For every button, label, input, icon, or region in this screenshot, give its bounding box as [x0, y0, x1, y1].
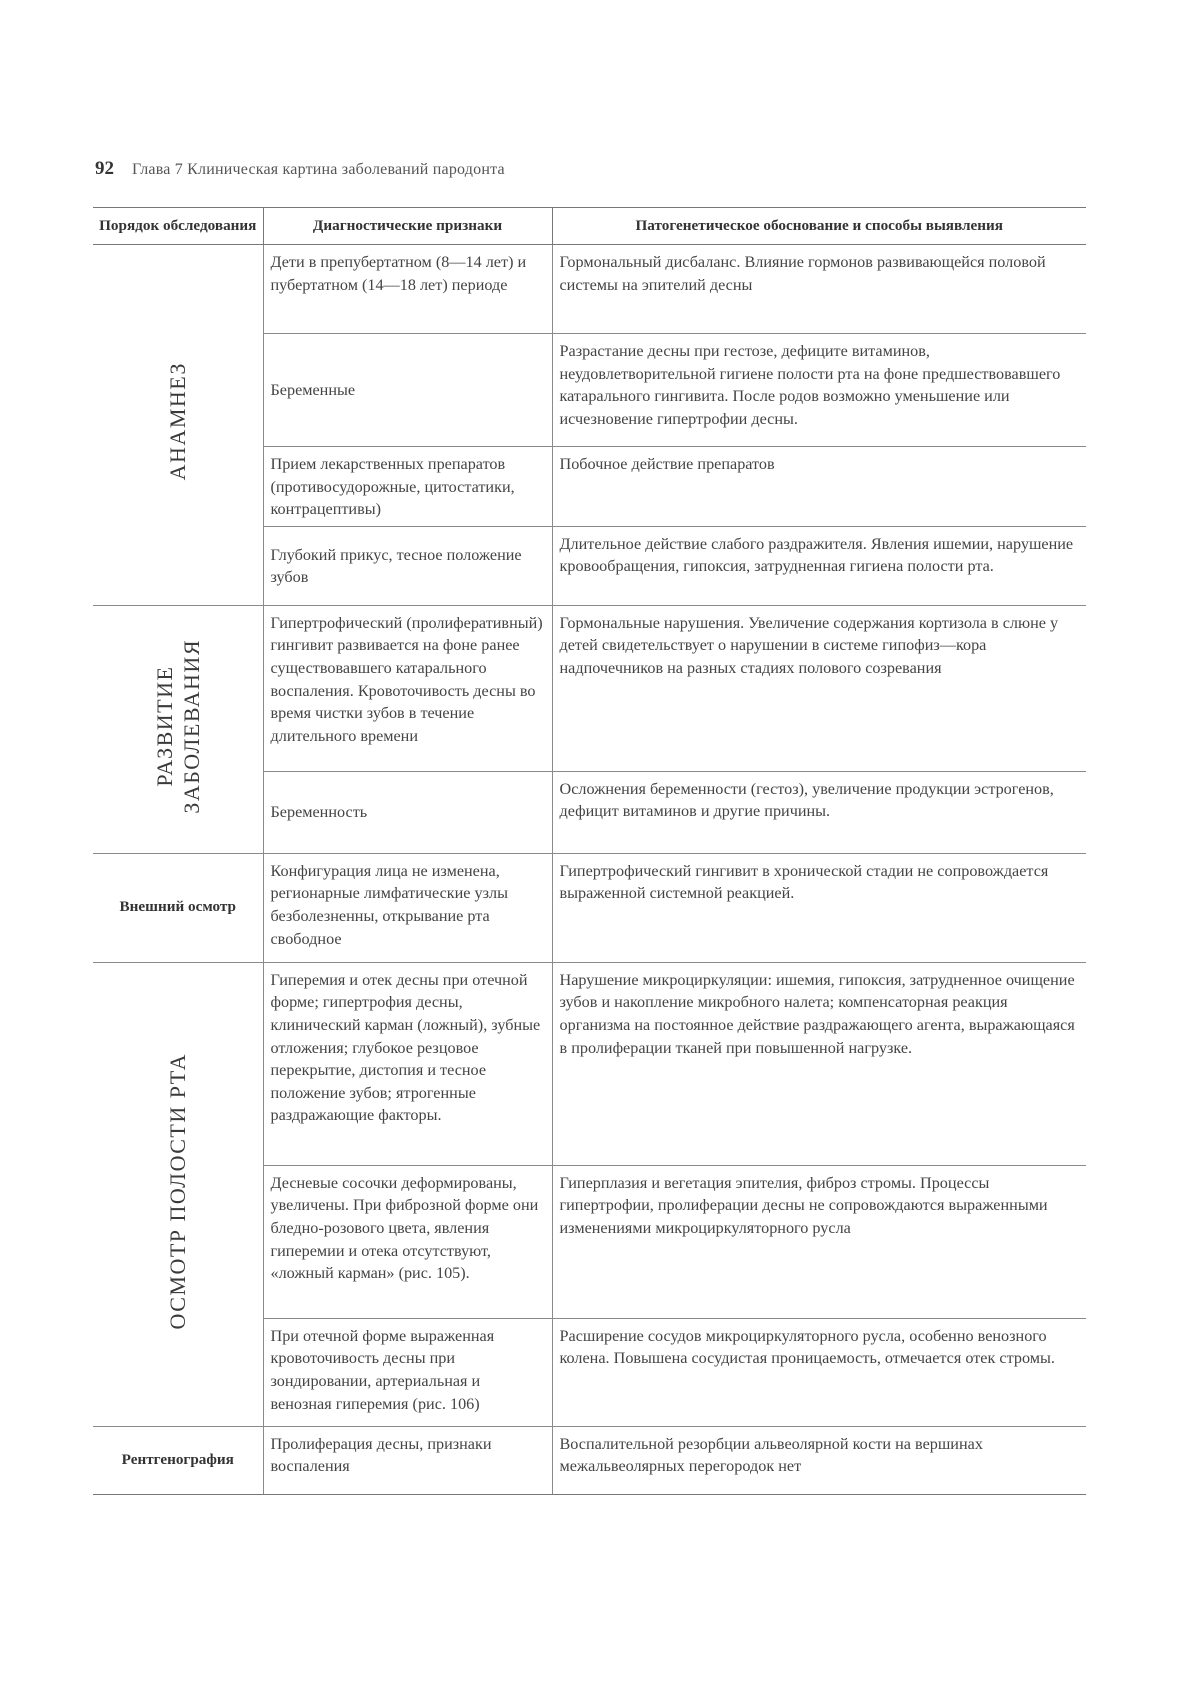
- basis-cell: Расширение сосудов микроциркуляторного русла, особенно венозного колена. Повышена сосудистая проницаемость, отмечается отек стромы.: [552, 1318, 1086, 1426]
- column-header-basis: Патогенетическое обоснование и способы выявления: [552, 208, 1086, 245]
- basis-cell: Гормональные нарушения. Увеличение содержания кортизола в слюне у детей свидетельствует о нарушении в системе гипофиз—кора надпочечников на разных стадиях полового созревания: [552, 605, 1086, 771]
- table-row: [93, 962, 1086, 1165]
- column-header-order: Порядок обследования: [93, 208, 263, 245]
- basis-cell: Длительное действие слабого раздражителя. Явления ишемии, нарушение кровообращения, гипоксия, затрудненная гигиена полости рта.: [552, 526, 1086, 605]
- section-osmotr: [93, 962, 263, 1426]
- basis-cell: Побочное действие препаратов: [552, 447, 1086, 527]
- sign-cell: Десневые сосочки деформированы, увеличены. При фиброзной форме они бледно-розового цвета, явления гиперемии и отека отсутствуют, «ложный карман» (рис. 105).: [263, 1165, 552, 1318]
- sign-cell: При отечной форме выраженная кровоточивость десны при зондировании, артериальная и венозная гиперемия (рис. 106): [263, 1318, 552, 1426]
- section-label-anamnez: АНАМНЕЗ: [165, 362, 191, 481]
- section-razvitie: [93, 605, 263, 853]
- basis-cell: Гипертрофический гингивит в хронической стадии не сопровождается выраженной системной реакцией.: [552, 853, 1086, 962]
- page-header: [95, 158, 505, 180]
- sign-cell: Гипертрофический (пролиферативный) гингивит развивается на фоне ранее существовавшего катарального воспаления. Кровоточивость десны во время чистки зубов в течение длительного времени: [263, 605, 552, 771]
- basis-cell: Гормональный дисбаланс. Влияние гормонов развивающейся половой системы на эпителий десны: [552, 245, 1086, 334]
- sign-cell: Прием лекарственных препаратов (противосудорожные, цитостатики, контрацептивы): [263, 447, 552, 527]
- page-number: 92: [95, 158, 114, 179]
- section-label-razvitie: РАЗВИТИЕ ЗАБОЛЕВАНИЯ: [151, 638, 204, 814]
- table-row: [93, 1426, 1086, 1494]
- table-header-row: [93, 208, 1086, 245]
- basis-cell: Гиперплазия и вегетация эпителия, фиброз стромы. Процессы гипертрофии, пролиферации десны не сопровождаются выраженными изменениями микроциркуляторного русла: [552, 1165, 1086, 1318]
- sign-cell: Дети в препубертатном (8—14 лет) и пубертатном (14—18 лет) периоде: [263, 245, 552, 334]
- sign-cell: Беременные: [263, 334, 552, 447]
- table-row: [93, 605, 1086, 771]
- column-header-signs: Диагностические признаки: [263, 208, 552, 245]
- basis-cell: Осложнения беременности (гестоз), увеличение продукции эстрогенов, дефицит витаминов и другие причины.: [552, 771, 1086, 853]
- section-vneshniy-osmotr: Внешний осмотр: [93, 853, 263, 962]
- sign-cell: Гиперемия и отек десны при отечной форме; гипертрофия десны, клинический карман (ложный), зубные отложения; глубокое резцовое перекрытие, дистопия и тесное положение зубов; ятрогенные раздражающие факторы.: [263, 962, 552, 1165]
- table-row: [93, 245, 1086, 334]
- section-anamnez: [93, 245, 263, 606]
- examination-table: [93, 207, 1086, 1495]
- sign-cell: Пролиферация десны, признаки воспаления: [263, 1426, 552, 1494]
- chapter-title: Глава 7 Клиническая картина заболеваний пародонта: [132, 161, 505, 178]
- sign-cell: Конфигурация лица не изменена, регионарные лимфатические узлы безболезненны, открывание рта свободное: [263, 853, 552, 962]
- basis-cell: Нарушение микроциркуляции: ишемия, гипоксия, затрудненное очищение зубов и накопление микробного налета; компенсаторная реакция организма на постоянное действие раздражающего агента, выражающаяся в пролиферации тканей при повышенной нагрузке.: [552, 962, 1086, 1165]
- section-label-osmotr: ОСМОТР ПОЛОСТИ РТА: [165, 1052, 191, 1330]
- sign-cell: Глубокий прикус, тесное положение зубов: [263, 526, 552, 605]
- basis-cell: Воспалительной резорбции альвеолярной кости на вершинах межальвеолярных перегородок нет: [552, 1426, 1086, 1494]
- basis-cell: Разрастание десны при гестозе, дефиците витаминов, неудовлетворительной гигиене полости рта на фоне предшествовавшего катарального гингивита. После родов возможно уменьшение или исчезновение гипертрофии десны.: [552, 334, 1086, 447]
- sign-cell: Беременность: [263, 771, 552, 853]
- table-row: [93, 853, 1086, 962]
- section-rentgen: Рентгенография: [93, 1426, 263, 1494]
